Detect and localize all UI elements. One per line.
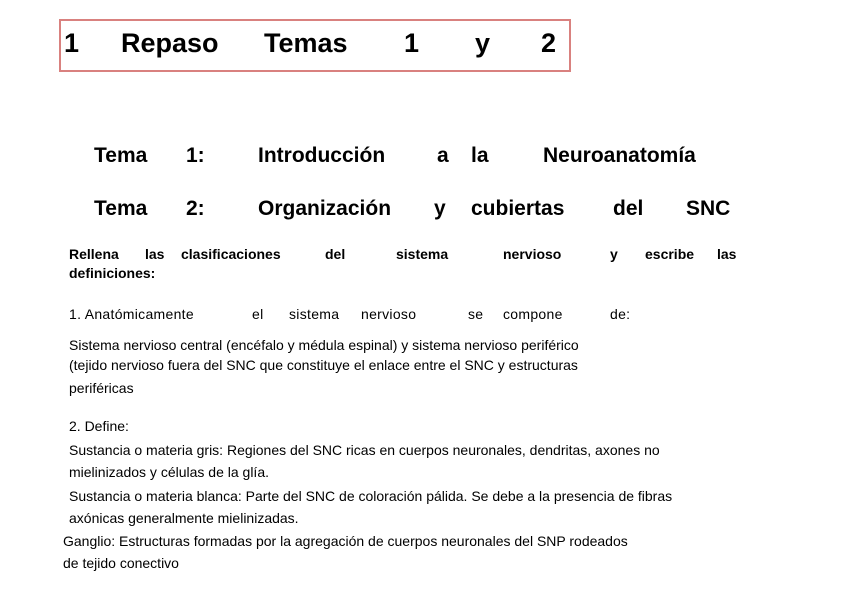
question-1-word: se: [468, 306, 484, 322]
question-2-label: 2. Define:: [69, 418, 129, 434]
title-number: 1: [64, 28, 80, 58]
instruction-word: del: [325, 246, 346, 262]
topic-1-word: Neuroanatomía: [543, 144, 696, 167]
question-1-word: nervioso: [361, 306, 417, 322]
instruction-word: las: [717, 246, 737, 262]
definition-white-matter: Sustancia o materia blanca: Parte del SNC de coloración pálida. Se debe a la presencia de fibras: [69, 488, 673, 504]
answer-line: periféricas: [69, 380, 134, 396]
topic-1-word: Introducción: [258, 144, 386, 167]
topic-1-word: a: [437, 144, 449, 167]
title-word-y: y: [475, 28, 491, 58]
topic-2-word: SNC: [686, 197, 731, 220]
topic-2-word: cubiertas: [471, 197, 565, 220]
definition-white-matter-cont: axónicas generalmente mielinizadas.: [69, 510, 299, 526]
topic-2-word: Organización: [258, 197, 392, 220]
title-word-1: 1: [404, 28, 420, 58]
title-word-repaso: Repaso: [121, 28, 219, 58]
topic-2-word: 2:: [186, 197, 205, 220]
instruction-word: escribe: [645, 246, 695, 262]
topic-1-word: la: [471, 144, 489, 167]
title-word-2: 2: [541, 28, 557, 58]
topic-1-word: 1:: [186, 144, 205, 167]
topic-2-word: Tema: [94, 197, 148, 220]
definition-gray-matter-cont: mielinizados y células de la glía.: [69, 464, 269, 480]
topic-2-word: y: [434, 197, 446, 220]
question-1-word: de:: [610, 306, 631, 322]
instruction-continuation: definiciones:: [69, 265, 156, 281]
question-1-word: compone: [503, 306, 563, 322]
answer-line: Sistema nervioso central (encéfalo y médula espinal) y sistema nervioso periférico: [69, 337, 579, 353]
question-1-word: 1. Anatómicamente: [69, 306, 194, 322]
instruction-word: las: [145, 246, 165, 262]
definition-ganglion-cont: de tejido conectivo: [63, 555, 179, 571]
topic-2-word: del: [613, 197, 644, 220]
instruction-word: sistema: [396, 246, 449, 262]
answer-line: (tejido nervioso fuera del SNC que constituye el enlace entre el SNC y estructuras: [69, 357, 578, 373]
instruction-word: y: [610, 246, 618, 262]
question-1-word: el: [252, 306, 264, 322]
definition-gray-matter: Sustancia o materia gris: Regiones del SNC ricas en cuerpos neuronales, dendritas, axones no: [69, 442, 660, 458]
title-word-temas: Temas: [264, 28, 348, 58]
instruction-word: Rellena: [69, 246, 119, 262]
topic-1-word: Tema: [94, 144, 148, 167]
definition-ganglion: Ganglio: Estructuras formadas por la agregación de cuerpos neuronales del SNP rodeados: [63, 533, 628, 549]
instruction-word: clasificaciones: [181, 246, 281, 262]
question-1-word: sistema: [289, 306, 340, 322]
instruction-word: nervioso: [503, 246, 562, 262]
